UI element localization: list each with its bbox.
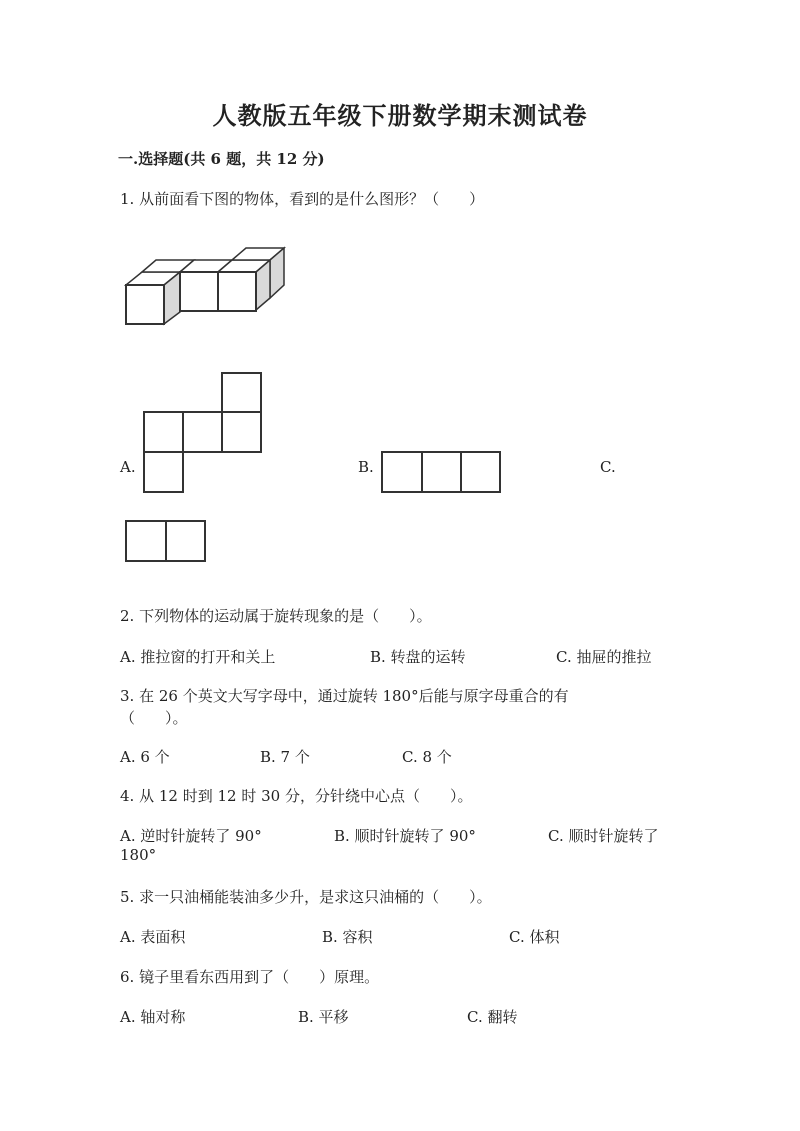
- q5-option-a: A. 表面积: [120, 928, 186, 946]
- q2-option-b: B. 转盘的运转: [370, 648, 466, 666]
- question-1-text: 1. 从前面看下图的物体，看到的是什么图形？（ ）: [120, 190, 485, 208]
- cube-front-face: [180, 272, 218, 311]
- question-6-text: 6. 镜子里看东西用到了（ ）原理。: [120, 968, 380, 986]
- q4-option-c: C. 顺时针旋转了: [548, 827, 659, 845]
- q2-option-c: C. 抽屉的推拉: [556, 648, 652, 666]
- q1-option-a: A.: [120, 458, 136, 476]
- cube-front-face: [126, 285, 164, 324]
- q4-option-b: B. 顺时针旋转了 90°: [334, 827, 476, 845]
- page-title: 人教版五年级下册数学期末测试卷: [212, 101, 588, 130]
- question-2-text: 2. 下列物体的运动属于旋转现象的是（ ）。: [120, 607, 432, 625]
- q1-option-c-figure: [125, 520, 209, 564]
- q4-option-c-wrap: 180°: [120, 846, 157, 864]
- q4-option-a: A. 逆时针旋转了 90°: [120, 827, 262, 845]
- question-5-text: 5. 求一只油桶能装油多少升，是求这只油桶的（ ）。: [120, 888, 492, 906]
- q5-option-c: C. 体积: [509, 928, 560, 946]
- q6-option-c: C. 翻转: [467, 1008, 518, 1026]
- q3-option-c: C. 8 个: [402, 748, 452, 766]
- q3-option-b: B. 7 个: [260, 748, 310, 766]
- q2-option-a: A. 推拉窗的打开和关上: [120, 648, 276, 666]
- question-4-text: 4. 从 12 时到 12 时 30 分，分针绕中心点（ ）。: [120, 787, 473, 805]
- q1-option-b: B.: [358, 458, 374, 476]
- q5-option-b: B. 容积: [322, 928, 373, 946]
- q1-option-b-figure: [381, 451, 503, 495]
- cube-figure: [120, 240, 290, 330]
- question-3-text: 3. 在 26 个英文大写字母中，通过旋转 180°后能与原字母重合的有: [120, 687, 569, 705]
- q6-option-a: A. 轴对称: [120, 1008, 186, 1026]
- cube-front-face: [218, 272, 256, 311]
- q6-option-b: B. 平移: [298, 1008, 349, 1026]
- q3-option-a: A. 6 个: [120, 748, 170, 766]
- section-heading: 一.选择题(共 6 题，共 12 分): [118, 150, 325, 168]
- q1-option-c: C.: [600, 458, 616, 476]
- q1-option-a-figure: [142, 372, 264, 494]
- question-3-text-wrap: （ ）。: [120, 709, 188, 727]
